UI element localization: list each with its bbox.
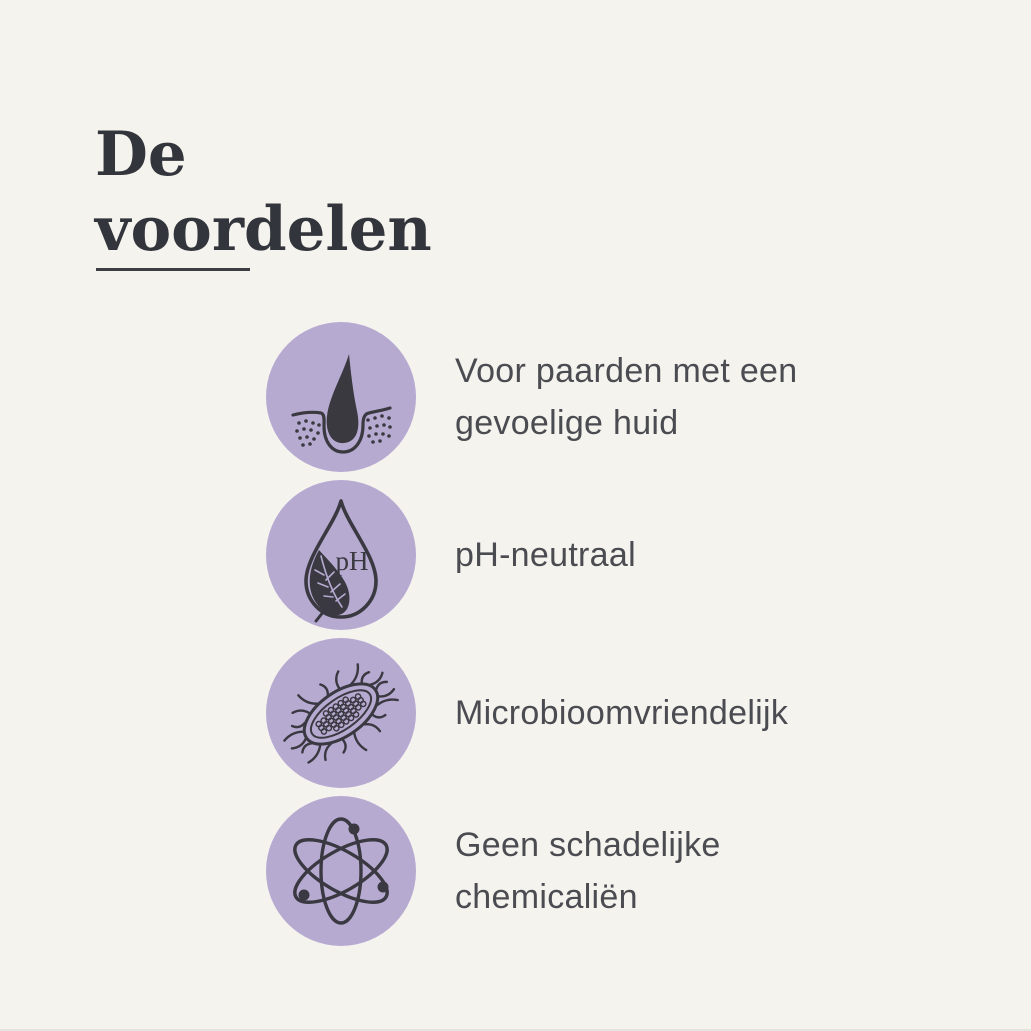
microbe-icon <box>266 638 416 788</box>
title-underline <box>96 268 250 271</box>
hair-follicle-icon <box>266 322 416 472</box>
page-title <box>95 117 432 267</box>
benefit-label: Geen schadelijke chemicaliën <box>455 826 721 916</box>
benefit-icon-circle <box>266 480 416 630</box>
benefit-icon-circle <box>266 638 416 788</box>
page-title-line1: De <box>95 118 187 190</box>
benefits-list <box>266 322 875 946</box>
benefit-item-sensitive-skin <box>266 322 875 472</box>
benefit-item-ph-neutral <box>266 480 875 630</box>
benefit-label: Microbioomvriendelijk <box>455 694 789 732</box>
benefit-icon-circle <box>266 796 416 946</box>
page-title-line2: voordelen <box>95 193 432 265</box>
ph-label: pH <box>335 546 369 576</box>
benefit-item-no-chemicals <box>266 796 875 946</box>
ph-drop-leaf-icon <box>266 480 416 630</box>
benefit-label: Voor paarden met een gevoelige huid <box>455 352 798 442</box>
benefit-label: pH-neutraal <box>455 536 636 574</box>
benefit-icon-circle <box>266 322 416 472</box>
benefit-item-microbiome <box>266 638 875 788</box>
atom-icon <box>266 796 416 946</box>
